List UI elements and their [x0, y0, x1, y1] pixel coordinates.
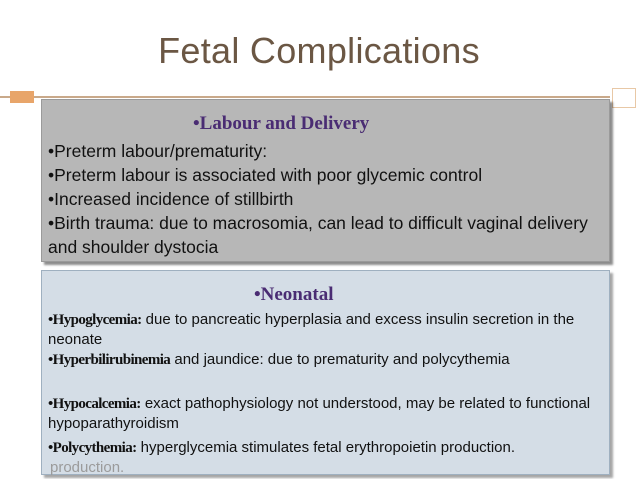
labour-bullet-2: •Preterm labour is associated with poor glycemic control — [48, 165, 483, 185]
term-hypoglycemia: •Hypoglycemia: — [48, 312, 142, 328]
term-hypocalcemia: •Hypocalcemia: — [48, 396, 141, 412]
neonatal-item-hypoglycemia — [48, 310, 604, 350]
text-polycythemia: hyperglycemia stimulates fetal erythropoietin production. — [136, 439, 516, 456]
title-rule — [10, 96, 610, 98]
neonatal-item-hypocalcemia — [48, 394, 604, 434]
neonatal-item-hyperbilirubinemia — [48, 350, 604, 370]
accent-square-filled — [10, 91, 34, 103]
neonatal-heading: •Neonatal — [254, 284, 334, 305]
text-hyperbilirubinemia: and jaundice: due to prematurity and polycythemia — [170, 351, 510, 368]
neonatal-item-polycythemia — [48, 438, 604, 458]
text-hypocalcemia: exact pathophysiology not understood, may be related to functional hypoparathyroidism — [48, 395, 591, 432]
labour-bullet-1: •Preterm labour/prematurity: — [48, 141, 268, 161]
labour-delivery-heading: •Labour and Delivery — [193, 113, 370, 134]
overflow-ghost-text: production. — [50, 459, 125, 476]
term-hyperbilirubinemia: •Hyperbilirubinemia — [48, 352, 171, 368]
title-rule-left — [0, 96, 10, 98]
term-polycythemia: •Polycythemia: — [48, 440, 137, 456]
labour-bullet-4: •Birth trauma: due to macrosomia, can lead to difficult vaginal delivery and shoulder dystocia — [48, 213, 588, 257]
labour-bullet-3: •Increased incidence of stillbirth — [48, 189, 294, 209]
text-hypoglycemia: due to pancreatic hyperplasia and excess insulin secretion in the neonate — [48, 311, 575, 348]
accent-square-outline — [612, 88, 636, 108]
slide-title: Fetal Complications — [158, 30, 480, 71]
